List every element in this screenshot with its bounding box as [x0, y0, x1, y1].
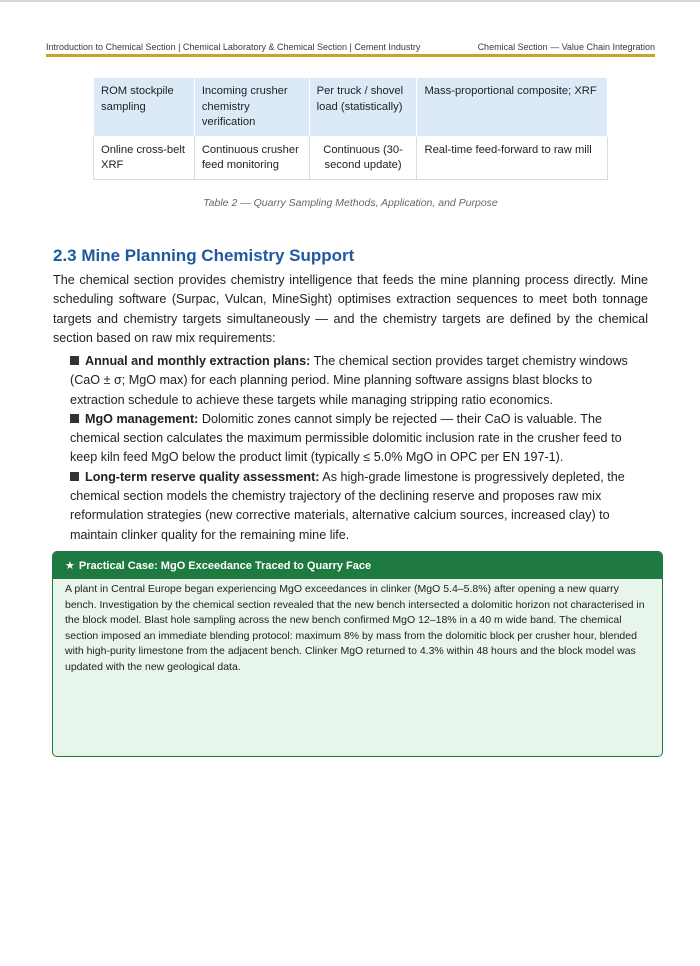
running-header [46, 41, 655, 53]
table-cell: Continuous (30-second update) [309, 136, 417, 179]
table-cell: Real-time feed-forward to raw mill [417, 136, 608, 179]
table-cell: Online cross-belt XRF [94, 136, 195, 179]
table-row [94, 136, 608, 179]
bullet-text: The chemical section provides target chemistry windows (CaO ± σ; MgO max) for each planning period. Mine planning software assigns blast blocks to extraction schedule to achieve these targets while managing stripping ratio economics. [70, 354, 628, 407]
header-left: Introduction to Chemical Section | Chemical Laboratory & Chemical Section | Cement Industry [46, 42, 421, 52]
bullet-label: MgO management: [85, 411, 199, 426]
table-cell: Per truck / shovel load (statistically) [309, 78, 417, 137]
case-header [53, 552, 662, 579]
bullet-label: Long-term reserve quality assessment: [85, 469, 320, 484]
practical-case-box [52, 551, 663, 757]
table-cell: Mass-proportional composite; XRF [417, 78, 608, 137]
header-rule [46, 54, 655, 57]
sampling-methods-table [93, 77, 608, 180]
bullet-text: Dolomitic zones cannot simply be rejected — their CaO is valuable. The chemical section calculates the maximum permissible dolomitic inclusion rate in the crusher feed to keep kiln feed MgO below the product limit (typically ≤ 5.0% MgO in OPC per EN 197-1). [70, 411, 622, 465]
header-right: Chemical Section — Value Chain Integration [477, 42, 655, 52]
square-bullet-icon [70, 414, 79, 423]
section-heading: 2.3 Mine Planning Chemistry Support [53, 246, 355, 265]
bullet-label: Annual and monthly extraction plans: [85, 354, 311, 368]
square-bullet-icon [70, 472, 79, 481]
table-cell: Incoming crusher chemistry verification [194, 78, 309, 137]
star-icon: ★ [65, 560, 75, 572]
case-title: Practical Case: MgO Exceedance Traced to Quarry Face [78, 560, 372, 572]
table-caption: Table 2 — Quarry Sampling Methods, Application, and Purpose [203, 197, 498, 209]
square-bullet-icon [70, 356, 79, 365]
table-cell: ROM stockpile sampling [94, 78, 195, 137]
bullet-text: As high-grade limestone is progressively depleted, the chemical section models the chemistry trajectory of the declining reserve and proposes raw mix reformulation strategies (new corrective materials, alternative calcium sources, increased clay) to maintain clinker quality for the remaining mine life. [70, 469, 625, 542]
list-item [70, 352, 650, 410]
top-border [0, 0, 700, 2]
table-cell: Continuous crusher feed monitoring [194, 136, 309, 179]
list-item [70, 468, 650, 545]
table-row [94, 78, 608, 137]
case-body: A plant in Central Europe began experiencing MgO exceedances in clinker (MgO 5.4–5.8%) after opening a new quarry bench. Investigation by the chemical section revealed that the new bench intersected a dolomitic horizon not characterised in the block model. Blast hole sampling across the new bench confirmed MgO 12–18% in a 40 m wide band. The chemical section imposed an immediate blending protocol: maximum 8% by mass from the dolomitic block per crusher hour, blended with high-purity limestone from the adjacent bench. Clinker MgO returned to 4.3% within 48 hours and the block model was updated with the new geological data. [65, 583, 645, 673]
list-item [70, 410, 650, 468]
intro-paragraph: The chemical section provides chemistry intelligence that feeds the mine planning process directly. Mine scheduling software (Surpac, Vulcan, MineSight) optimises extraction sequences to meet both tonnage targets and chemistry targets simultaneously — and the chemistry targets are defined by the chemical section based on raw mix requirements: [53, 273, 648, 345]
bullet-list [70, 352, 650, 545]
